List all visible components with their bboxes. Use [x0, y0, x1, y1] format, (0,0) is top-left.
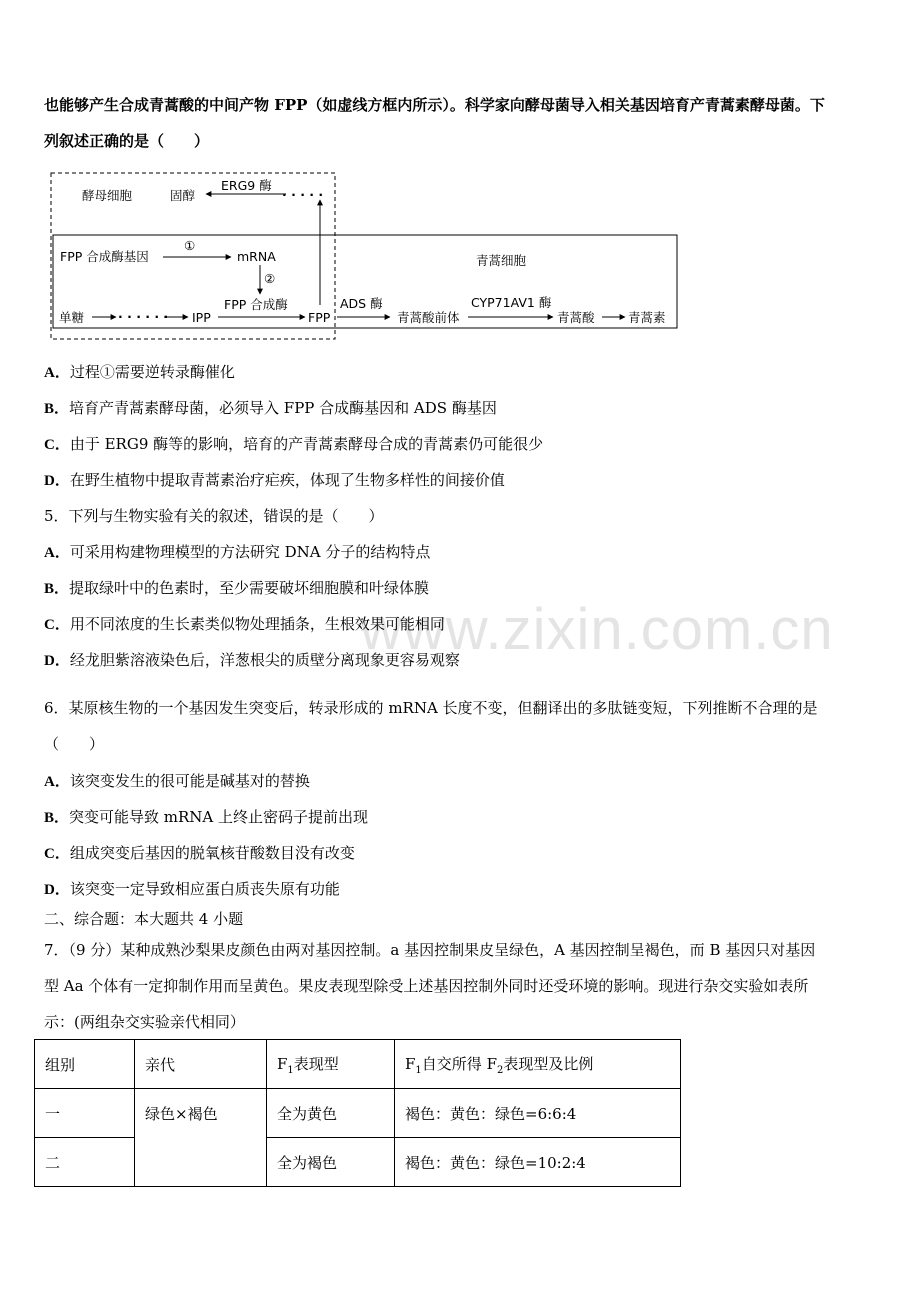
- q5-option-d: D．经龙胆紫溶液染色后，洋葱根尖的质壁分离现象更容易观察: [44, 651, 460, 669]
- ads-label: ADS 酶: [340, 296, 383, 311]
- q6-option-d: D．该突变一定导致相应蛋白质丧失原有功能: [44, 880, 340, 898]
- intro-line-1: 也能够产生合成青蒿酸的中间产物 FPP（如虚线方框内所示）。科学家向酵母菌导入相关基因培育产青蒿素酵母菌。下: [44, 96, 825, 114]
- q5-option-c: C．用不同浓度的生长素类似物处理插条，生根效果可能相同: [44, 615, 445, 633]
- fpp-gene-label: FPP 合成酶基因: [60, 249, 149, 264]
- sterol-label: 固醇: [170, 188, 196, 203]
- row-1-group: 一: [35, 1089, 135, 1138]
- cyp-label: CYP71AV1 酶: [471, 295, 552, 310]
- step2-label: ②: [264, 271, 276, 286]
- artemisia-cell-label: 青蒿细胞: [476, 253, 527, 268]
- q6-option-c: C．组成突变后基因的脱氧核苷酸数目没有改变: [44, 844, 355, 862]
- svg-text:· · · · · ·: · · · · · ·: [118, 309, 169, 324]
- row-2-f2: 褐色：黄色：绿色=10:2:4: [395, 1138, 681, 1187]
- cross-experiment-table: [34, 1039, 681, 1187]
- header-group: 组别: [35, 1040, 135, 1089]
- q7-line-2: 型 Aa 个体有一定抑制作用而呈黄色。果皮表现型除受上述基因控制外同时还受环境的影响。现进行杂交实验如表所: [44, 977, 809, 995]
- row-2-group: 二: [35, 1138, 135, 1187]
- q6-option-b: B．突变可能导致 mRNA 上终止密码子提前出现: [44, 808, 369, 826]
- ipp-label: IPP: [192, 310, 211, 325]
- q4-option-c: C．由于 ERG9 酶等的影响，培育的产青蒿素酵母合成的青蒿素仍可能很少: [44, 435, 544, 453]
- table-row: [35, 1138, 681, 1187]
- fpp-label: FPP: [308, 310, 331, 325]
- header-parents: 亲代: [135, 1040, 267, 1089]
- svg-text:· · · · ·: · · · · ·: [282, 187, 324, 202]
- q6-option-a: A．该突变发生的很可能是碱基对的替换: [44, 772, 310, 790]
- q7-line-3: 示：(两组杂交实验亲代相同）: [44, 1013, 245, 1031]
- header-f1: $F_1$表现型: [267, 1040, 395, 1089]
- monosaccharide-label: 单糖: [59, 310, 85, 325]
- q7-line-1: 7．（9 分）某种成熟沙梨果皮颜色由两对基因控制。a 基因控制果皮呈绿色，A 基因控制呈褐色，而 B 基因只对基因: [44, 941, 816, 959]
- biosynthesis-diagram: [48, 172, 680, 342]
- watermark: www.zixin.com.cn: [360, 597, 834, 662]
- row-1-f1: 全为黄色: [267, 1089, 395, 1138]
- q4-option-b: B．培育产青蒿素酵母菌，必须导入 FPP 合成酶基因和 ADS 酶基因: [44, 399, 497, 417]
- intro-line-2: 列叙述正确的是（ ）: [44, 132, 210, 150]
- erg9-label: ERG9 酶: [221, 178, 272, 193]
- table-row: [35, 1089, 681, 1138]
- q4-option-d: D．在野生植物中提取青蒿素治疗疟疾，体现了生物多样性的间接价值: [44, 471, 505, 489]
- q5-option-a: A．可采用构建物理模型的方法研究 DNA 分子的结构特点: [44, 543, 431, 561]
- q6-stem-line-1: 6．某原核生物的一个基因发生突变后，转录形成的 mRNA 长度不变，但翻译出的多肽链变短，下列推断不合理的是: [44, 699, 818, 717]
- q5-option-b: B．提取绿叶中的色素时，至少需要破坏细胞膜和叶绿体膜: [44, 579, 430, 597]
- section-2-heading: 二、综合题：本大题共 4 小题: [44, 910, 244, 928]
- table-header-row: [35, 1040, 681, 1089]
- row-2-f1: 全为褐色: [267, 1138, 395, 1187]
- yeast-cell-label: 酵母细胞: [82, 188, 133, 203]
- fpp-synthase-label: FPP 合成酶: [224, 297, 288, 312]
- row-1-f2: 褐色：黄色：绿色=6:6:4: [395, 1089, 681, 1138]
- step1-label: ①: [184, 238, 196, 253]
- header-f2: $F_1$自交所得 $F_2$表现型及比例: [395, 1040, 681, 1089]
- mrna-label: mRNA: [237, 249, 276, 264]
- parents-cell: 绿色×褐色: [135, 1089, 267, 1187]
- q4-option-a: A．过程①需要逆转录酶催化: [44, 363, 235, 381]
- precursor-label: 青蒿酸前体: [397, 310, 460, 325]
- artemisinic-acid-label: 青蒿酸: [557, 310, 595, 325]
- q5-stem: 5．下列与生物实验有关的叙述，错误的是（ ）: [44, 507, 384, 525]
- artemisinin-label: 青蒿素: [628, 310, 666, 325]
- q6-stem-line-2: （ ）: [44, 735, 105, 753]
